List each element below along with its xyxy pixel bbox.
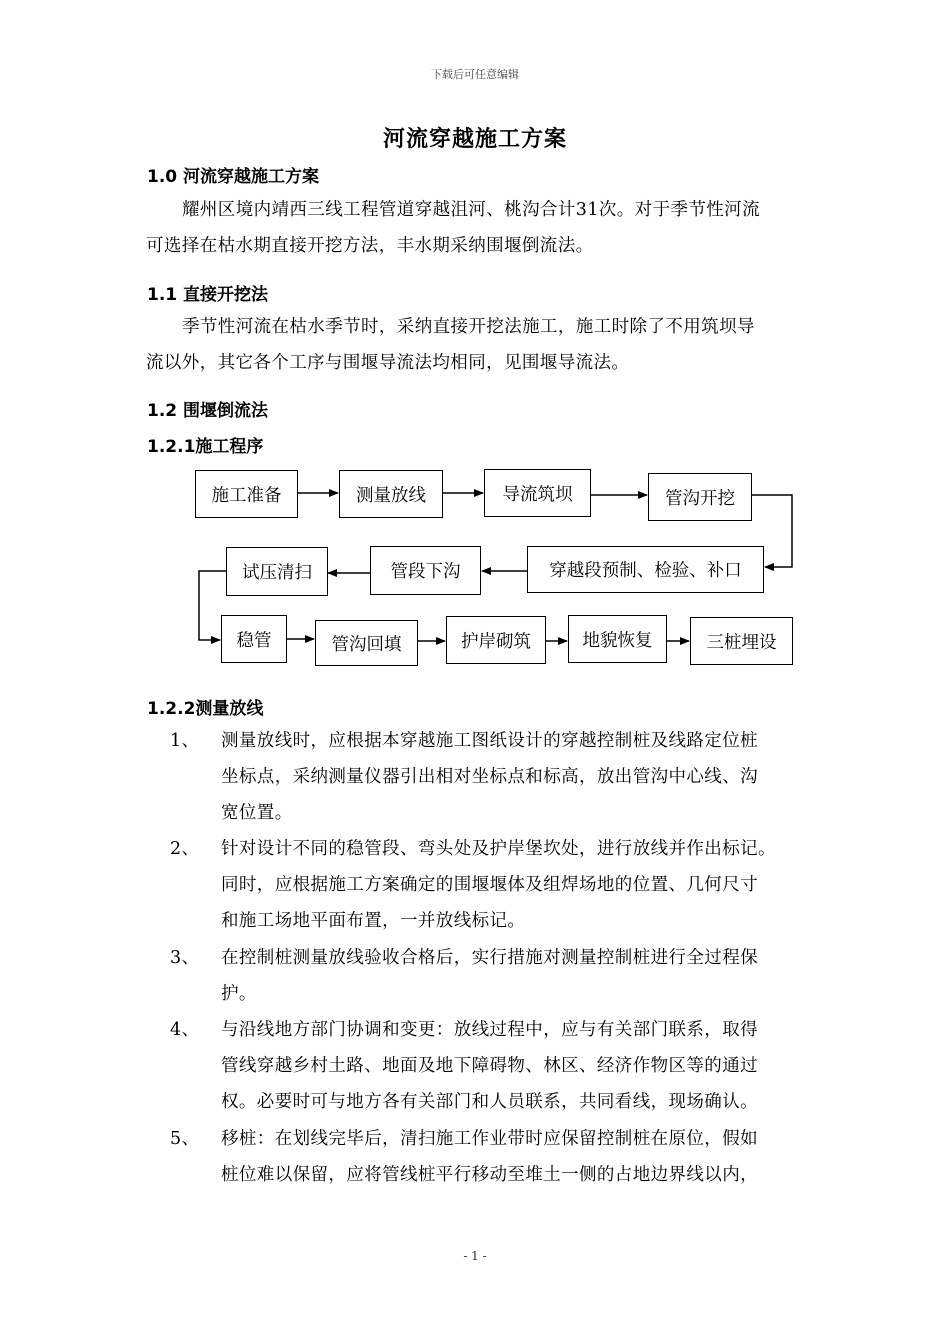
page-title: 河流穿越施工方案 xyxy=(382,126,567,152)
list-item-line: 和施工场地平面布置，一并放线标记。 xyxy=(221,911,526,931)
list-item xyxy=(146,1121,816,1193)
list-item xyxy=(146,723,816,831)
list-item-number: 2、 xyxy=(170,839,200,859)
list-item-line: 坐标点，采纳测量仪器引出相对坐标点和标高，放出管沟中心线、沟 xyxy=(221,767,758,787)
flow-step-box: 护岸砌筑 xyxy=(446,616,546,664)
page-header: 下载后可任意编辑 xyxy=(431,68,519,81)
flow-step-box: 三桩埋设 xyxy=(690,617,793,665)
paragraph-line: 耀州区境内靖西三线工程管道穿越沮河、桃沟合计31次。对于季节性河流 xyxy=(182,200,760,220)
flow-step-box: 试压清扫 xyxy=(226,547,328,596)
page-number: - 1 - xyxy=(463,1249,487,1263)
list-item-text xyxy=(221,723,816,831)
section-heading-1-0: 1.0 河流穿越施工方案 xyxy=(147,167,320,187)
list-item-line: 移桩：在划线完毕后，清扫施工作业带时应保留控制桩在原位，假如 xyxy=(221,1129,758,1149)
list-item-text xyxy=(221,831,816,939)
flow-step-box: 稳管 xyxy=(221,615,287,663)
paragraph-line: 季节性河流在枯水季节时，采纳直接开挖法施工，施工时除了不用筑坝导 xyxy=(182,317,755,337)
list-item-number: 1、 xyxy=(170,731,200,751)
flow-step-box: 导流筑坝 xyxy=(484,469,591,517)
list-item xyxy=(146,940,816,1012)
list-item-number: 3、 xyxy=(170,948,200,968)
list-item-line: 管线穿越乡村土路、地面及地下障碍物、林区、经济作物区等的通过 xyxy=(221,1056,758,1076)
flow-step-box: 管段下沟 xyxy=(370,546,481,595)
paragraph-line: 流以外，其它各个工序与围堰导流法均相同，见围堰导流法。 xyxy=(146,353,630,373)
section-heading-1-2-1: 1.2.1施工程序 xyxy=(147,437,264,457)
list-item-line: 桩位难以保留，应将管线桩平行移动至堆土一侧的占地边界线以内， xyxy=(221,1165,758,1185)
list-item-line: 与沿线地方部门协调和变更：放线过程中，应与有关部门联系，取得 xyxy=(221,1020,758,1040)
list-item-text xyxy=(221,1012,816,1120)
list-item-line: 在控制桩测量放线验收合格后，实行措施对测量控制桩进行全过程保 xyxy=(221,948,758,968)
list-item xyxy=(146,831,816,939)
list-item xyxy=(146,1012,816,1120)
flow-step-box: 管沟开挖 xyxy=(648,473,752,521)
list-item-text xyxy=(221,940,816,1012)
flow-step-box: 管沟回填 xyxy=(315,620,418,666)
list-item-line: 同时，应根据施工方案确定的围堰堰体及组焊场地的位置、几何尺寸 xyxy=(221,875,758,895)
list-item-line: 针对设计不同的稳管段、弯头处及护岸堡坎处，进行放线并作出标记。 xyxy=(221,839,776,859)
list-item-line: 护。 xyxy=(221,984,257,1004)
paragraph-line: 可选择在枯水期直接开挖方法，丰水期采纳围堰倒流法。 xyxy=(146,236,594,256)
list-item-number: 4、 xyxy=(170,1020,200,1040)
section-heading-1-1: 1.1 直接开挖法 xyxy=(147,285,269,305)
list-item-line: 测量放线时，应根据本穿越施工图纸设计的穿越控制桩及线路定位桩 xyxy=(221,731,758,751)
list-item-number: 5、 xyxy=(170,1129,200,1149)
flow-step-box: 测量放线 xyxy=(339,470,443,518)
list-item-line: 权。必要时可与地方各有关部门和人员联系，共同看线，现场确认。 xyxy=(221,1092,758,1112)
flow-step-box: 施工准备 xyxy=(195,470,298,518)
flow-step-box: 地貌恢复 xyxy=(568,615,667,663)
list-item-text xyxy=(221,1121,816,1193)
flow-step-box: 穿越段预制、检验、补口 xyxy=(527,546,764,593)
section-heading-1-2: 1.2 围堰倒流法 xyxy=(147,401,269,421)
list-item-line: 宽位置。 xyxy=(221,803,293,823)
section-heading-1-2-2: 1.2.2测量放线 xyxy=(147,699,264,719)
